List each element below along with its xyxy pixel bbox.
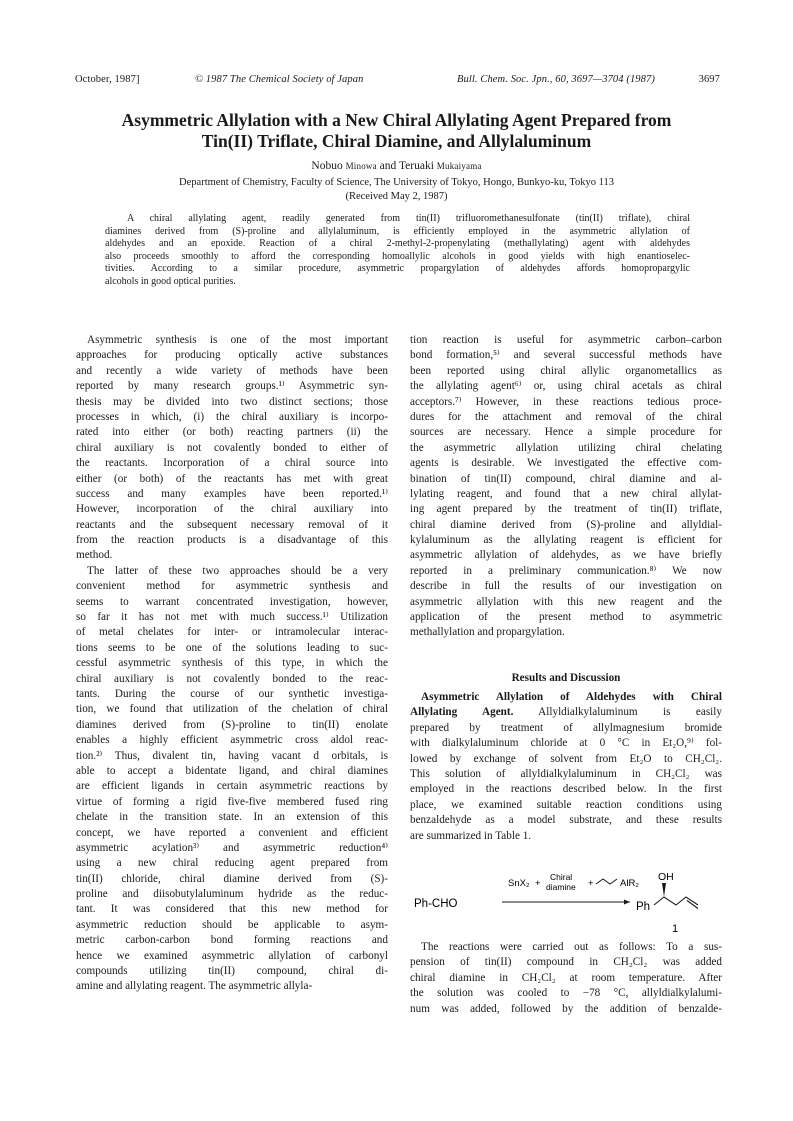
running-head-date: October, 1987] [75,74,140,85]
wedge-bond [662,883,666,897]
reaction-scheme [410,868,730,938]
abstract-line: also proceeds smoothly to afford the corresponding homoallylic alcohols in good yields with high enantioselec- [105,250,690,262]
body-line: from the reaction products is a disadvantage of this [76,534,388,547]
article-title [60,110,733,152]
body-line: the reactants. Incorporation of a chiral source into [76,457,388,470]
body-line: able to accept a bidentate ligand, and chiral diamines [76,764,388,777]
body-line: pension of tin(II) compound in CH₂Cl₂ was added [410,956,722,969]
running-head-copyright: © 1987 The Chemical Society of Japan [195,74,364,85]
body-line: However, incorporation of the chiral auxiliary into [76,503,388,516]
body-line: are summarized in Table 1. [410,829,532,842]
body-line: dures for the attachment and removal of the chiral [410,410,722,423]
body-line: seems to warrant concentrated investigation, however, [76,595,388,608]
body-line: convenient method for asymmetric synthesis and [76,580,388,593]
body-column-left [76,333,388,995]
body-line: enables a highly efficient asymmetric cross aldol reac- [76,734,388,747]
body-line: tants. During the course of our synthetic investiga- [76,687,388,700]
subsection-heading: Asymmetric Allylation of Aldehydes with Chiral [421,691,722,703]
body-line: amine and allylating reagent. The asymmetric allyla- [76,980,313,993]
body-line: sources are necessary. Hence a simple procedure for [410,426,722,439]
author-family-name: Mukaiyama [436,161,482,171]
body-line: chiral auxiliary is not covalently bonded to either of [76,441,388,454]
body-line: lylating reagent, and found that a new chiral allylat- [410,487,722,500]
title-line: Asymmetric Allylation with a New Chiral Allylating Agent Prepared from [121,110,672,130]
body-line: The latter of these two approaches should be a very [87,564,388,577]
running-head [75,74,720,90]
body-line: using a new chiral reducing agent prepared from [76,857,388,870]
body-line: prepared by treatment of allylmagnesium bromide [410,721,722,734]
scheme-hydroxyl: OH [658,871,674,883]
body-line: reported by many research groups.¹⁾ Asymmetric syn- [76,380,388,393]
body-line: bond formation,⁵⁾ and several successful methods have [410,349,722,362]
body-line: so far it has not met with much success.¹⁾ Utilization [76,611,388,624]
compound-number: 1 [672,923,679,935]
body-line: asymmetric reduction should be applicable to asym- [76,918,388,931]
body-line: metric carbon-carbon bond forming reactions and [76,934,388,947]
subsection-block [410,690,722,844]
body-line: virtue of forming a rigid five-five membered fused ring [76,795,388,808]
body-line: chiral diamine derived from (S)-proline and allyldial- [410,518,722,531]
abstract-line: aldehydes and an epoxide. Reaction of a chiral 2-methyl-2-propenylating (methallylating) agent with aldehydes [105,238,690,250]
body-line: agents is desirable. We investigated the effective com- [410,457,722,470]
arrow-head [624,900,630,905]
abstract-line: A chiral allylating agent, readily generated from tin(II) trifluoromethanesulfonate (tin(II) triflate), chiral [127,213,690,224]
subsection-text: Allyldialkylaluminum is easily [513,706,722,719]
body-line: with dialkylaluminum chloride at 0 °C in Et₂O,⁹⁾ fol- [410,737,722,750]
affiliation: Department of Chemistry, Faculty of Science, The University of Tokyo, Hongo, Bunkyo-ku, Tokyo 113 [179,177,614,188]
abstract-line: diamines derived from (S)-proline and allylaluminum, is efficiently employed in the asymmetric allylation of [105,225,690,237]
title-line: Tin(II) Triflate, Chiral Diamine, and Allylaluminum [201,131,592,151]
body-line: of metal chelates for inter- or intramolecular interac- [76,626,388,639]
scheme-reagent-diamine-bottom: diamine [546,882,576,892]
author-family-name: Minowa [345,161,377,171]
affiliation-block [60,176,733,204]
body-line: rated into either (or both) reacting partners (ii) the [76,426,388,439]
body-line: kylaluminum as the allylating reagent is efficient for [410,534,722,547]
body-line: acceptors.⁷⁾ However, in these reactions tedious proce- [410,395,722,408]
body-line: asymmetric acylation³⁾ and asymmetric reduction⁴⁾ [76,841,388,854]
body-line: reported in a preliminary communication.⁸⁾ We now [410,564,722,577]
body-line: The reactions were carried out as follows: To a sus- [421,941,722,953]
body-line: diamines derived from (S)-proline to tin(II) enolate [76,718,388,731]
scheme-reagent-diamine-top: Chiral [550,872,573,882]
body-line: method. [76,549,113,562]
author-given-name: Nobuo [311,160,346,172]
body-line: processes in which, (i) the chiral auxiliary is incorpo- [76,410,388,423]
author-line [60,160,733,172]
body-line: reactants and the subsequent necessary removal of it [76,518,388,531]
allyl-bond [596,879,617,884]
subsection-heading: Allylating Agent. [410,706,514,719]
section-heading: Results and Discussion [511,672,621,684]
body-line: chelate in the transition state. In an extension of this [76,811,388,824]
body-line: This solution of allyldialkylaluminum in CH₂Cl₂ was [410,767,722,780]
abstract-line: alcohols in good optical purities. [105,275,236,287]
body-line: application of the present method to asymmetric [410,611,722,624]
body-column-right [410,333,722,641]
body-line: bination of tin(II) compound, chiral diamine and al- [410,472,722,485]
author-conjunction: and [376,160,399,172]
body-line: ing agent prepared by the treatment of tin(II) triflate, [410,503,722,516]
body-line: success and many examples have been reported.¹⁾ [76,487,388,500]
scheme-plus: + [535,878,541,889]
body-line: approaches for producing optically active substances [76,349,388,362]
body-line: the allylating agent⁶⁾ or, using chiral acetals as chiral [410,380,722,393]
body-line: either (or both) of the reactants has met with great [76,472,388,485]
body-line: tin(II) chloride, chiral diamine derived from (S)- [76,872,388,885]
body-line: asymmetric allylation of aldehydes, as we have briefly [410,549,722,562]
body-line: employed in the reactions described below. In the first [410,783,722,796]
body-line: are efficient ligands in certain asymmetric reactions by [76,780,388,793]
body-column-right-continued [410,940,722,1017]
body-line: lowed by exchange of solvent from Et₂O to CH₂Cl₂. [410,752,722,765]
body-line: describe in full the results of our investigation on [410,580,722,593]
body-line: been reported using chiral allylic organometallics as [410,364,722,377]
author-given-name: Teruaki [398,160,437,172]
body-line: benzaldehyde as a model substrate, and these results [410,814,722,827]
body-line: the solution was cooled to −78 °C, allyldialkylalumi- [410,987,722,1000]
body-line: and recently a wide variety of methods have been [76,364,388,377]
body-line: the asymmetric allylation utilizing chiral chelating [410,441,722,454]
scheme-plus: + [588,878,594,889]
body-line: tant. It was considered that this new method for [76,903,388,916]
scheme-product-phenyl: Ph [636,901,651,913]
body-line: tion reaction is useful for asymmetric carbon–carbon [410,334,722,346]
running-head-citation: Bull. Chem. Soc. Jpn., 60, 3697—3704 (1987) [457,74,655,85]
scheme-reagent-tin: SnX₂ [508,878,530,889]
body-line: asymmetric allylation with this new reagent and the [410,595,722,608]
body-line: tion.²⁾ Thus, divalent tin, having vacant d orbitals, is [76,749,388,762]
body-line: compounds utilizing tin(II) compound, chiral di- [76,965,388,978]
subsection-first-line [410,705,722,720]
received-date: (Received May 2, 1987) [345,191,448,202]
body-line: tion, we found that utilization of the chelation of chiral [76,703,388,716]
body-line: proline and diisobutylaluminum hydride as the reduc- [76,888,388,901]
body-line: num was added, followed by the addition of benzalde- [410,1002,722,1015]
body-line: chiral diamine in CH₂Cl₂ at room temperature. After [410,971,722,984]
body-line: Asymmetric synthesis is one of the most important [87,334,388,346]
body-line: methallylation and propargylation. [410,626,565,639]
scheme-reagent-aluminum: AlR₂ [620,878,639,889]
body-line: hence we examined asymmetric allylation of carbonyl [76,949,388,962]
body-line: concept, we have reported a convenient and efficient [76,826,388,839]
body-line: thesis may be divided into two distinct sections; those [76,395,388,408]
scheme-reactant: Ph-CHO [414,898,458,910]
abstract [105,213,690,289]
body-line: cessful asymmetric synthesis of this type, in which the [76,657,388,670]
body-line: chiral auxiliary is not covalently bonded to the reac- [76,672,388,685]
body-line: place, we examined suitable reaction conditions using [410,798,722,811]
abstract-line: tivities. According to a similar procedure, asymmetric propargylation of aldehydes affords homopropargylic [105,263,690,275]
body-line: tions seems to be one of the solutions leading to suc- [76,641,388,654]
page-number: 3697 [698,74,720,85]
